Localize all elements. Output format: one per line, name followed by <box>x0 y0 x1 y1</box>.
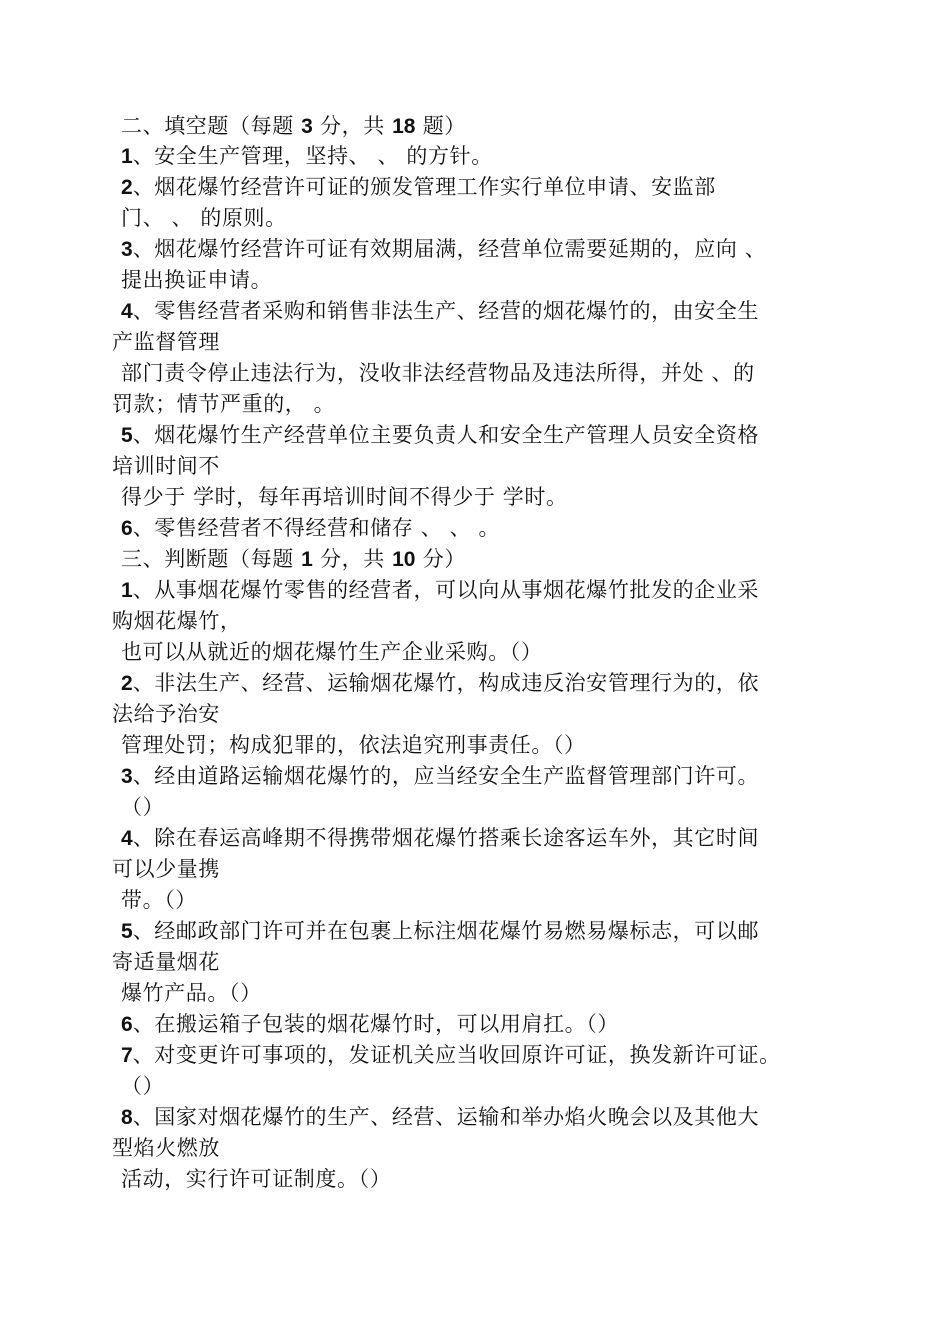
question-continuation-line: 可以少量携 <box>112 857 220 881</box>
question-continuation-line: 也可以从就近的烟花爆竹生产企业采购。（） <box>121 640 543 664</box>
question-continuation-line: 得少于 学时，每年再培训时间不得少于 学时。 <box>121 485 568 509</box>
answer-brackets: （） <box>121 1074 165 1098</box>
question-line: 7、对变更许可事项的，发证机关应当收回原许可证，换发新许可证。 <box>121 1043 781 1067</box>
section-heading-fill-blank: 二、填空题（每题 3 分，共 18 题） <box>121 114 466 138</box>
question-line: 1、安全生产管理，坚持、 、 的方针。 <box>121 144 493 168</box>
section-heading-true-false: 三、判断题（每题 1 分，共 10 分） <box>121 547 466 571</box>
question-line: 5、烟花爆竹生产经营单位主要负责人和安全生产管理人员安全资格 <box>121 423 760 447</box>
question-continuation-line: 产监督管理 <box>112 330 220 354</box>
question-line: 4、除在春运高峰期不得携带烟花爆竹搭乘长途客运车外，其它时间 <box>121 826 760 850</box>
question-continuation-line: 爆竹产品。（） <box>121 981 262 1005</box>
question-line: 1、从事烟花爆竹零售的经营者，可以向从事烟花爆竹批发的企业采 <box>121 578 760 602</box>
question-continuation-line: 提出换证申请。 <box>121 268 273 292</box>
question-continuation-line: 罚款；情节严重的， 。 <box>112 392 336 416</box>
question-continuation-line: 寄适量烟花 <box>112 950 220 974</box>
question-line: 4、零售经营者采购和销售非法生产、经营的烟花爆竹的，由安全生 <box>121 299 760 323</box>
question-continuation-line: 管理处罚；构成犯罪的，依法追究刑事责任。（） <box>121 733 586 757</box>
question-continuation-line: 法给予治安 <box>112 702 220 726</box>
question-line: 2、烟花爆竹经营许可证的颁发管理工作实行单位申请、安监部 <box>121 175 716 199</box>
question-continuation-line: 部门责令停止违法行为，没收非法经营物品及违法所得，并处 、的 <box>121 361 755 385</box>
answer-brackets: （） <box>121 795 165 819</box>
question-continuation-line: 带。（） <box>121 888 197 912</box>
question-line: 2、非法生产、经营、运输烟花爆竹，构成违反治安管理行为的，依 <box>121 671 760 695</box>
question-continuation-line: 型焰火燃放 <box>112 1136 220 1160</box>
question-continuation-line: 活动，实行许可证制度。（） <box>121 1167 392 1191</box>
question-continuation-line: 购烟花爆竹， <box>112 609 242 633</box>
question-line: 3、烟花爆竹经营许可证有效期届满，经营单位需要延期的，应向 、 <box>121 237 767 261</box>
question-line: 6、在搬运箱子包装的烟花爆竹时，可以用肩扛。（） <box>121 1012 619 1036</box>
question-continuation-line: 培训时间不 <box>112 454 220 478</box>
question-line: 3、经由道路运输烟花爆竹的，应当经安全生产监督管理部门许可。 <box>121 764 760 788</box>
question-continuation-line: 门、 、 的原则。 <box>121 206 287 230</box>
question-line: 5、经邮政部门许可并在包裹上标注烟花爆竹易燃易爆标志，可以邮 <box>121 919 760 943</box>
question-line: 6、零售经营者不得经营和储存 、 、 。 <box>121 516 501 540</box>
question-line: 8、国家对烟花爆竹的生产、经营、运输和举办焰火晚会以及其他大 <box>121 1105 760 1129</box>
